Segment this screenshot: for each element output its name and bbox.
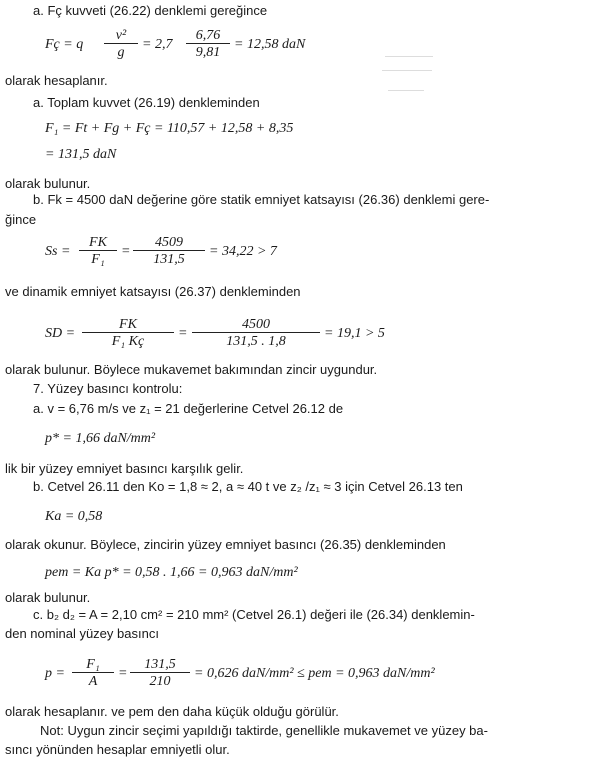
numerator: 6,76: [195, 28, 221, 43]
denominator: 131,5 . 1,8: [192, 332, 320, 349]
text-line: olarak bulunur.: [5, 176, 91, 191]
text-line: lik bir yüzey emniyet basıncı karşılık gelir.: [5, 461, 244, 476]
denominator: g: [104, 43, 138, 60]
text-line: olarak okunur. Böylece, zincirin yüzey emniyet basıncı (26.35) denkleminden: [5, 537, 446, 552]
fraction-fk-over-f1kc: [82, 317, 174, 349]
denominator: F₁ Kç: [82, 332, 174, 349]
text-line: ve dinamik emniyet katsayısı (26.37) denkleminden: [5, 284, 301, 299]
equation-p-lhs: p =: [45, 666, 65, 681]
note-line: Not: Uygun zincir seçimi yapıldığı taktirde, genellikle mukavemet ve yüzey ba-: [40, 723, 488, 738]
fraction-4500-over-product: [192, 317, 320, 349]
numerator: FK: [119, 317, 137, 332]
equation-ka: Ka = 0,58: [45, 509, 103, 524]
denominator: 210: [130, 672, 190, 689]
numerator: v²: [115, 28, 127, 43]
equation-sd-lhs: SD =: [45, 326, 76, 341]
denominator: 9,81: [186, 43, 230, 60]
equals-sign: =: [121, 244, 131, 259]
equation-p-star: p* = 1,66 daN/mm²: [45, 431, 156, 446]
text-line: olarak hesaplanır. ve pem den daha küçük olduğu görülür.: [5, 704, 339, 719]
numerator: 4500: [242, 317, 270, 332]
fraction-1315-over-210: [130, 657, 190, 689]
text-line: olarak bulunur. Böylece mukavemet bakımından zincir uygundur.: [5, 362, 378, 377]
text-line: a. v = 6,76 m/s ve z₁ = 21 değerlerine Cetvel 26.12 de: [33, 401, 344, 416]
fraction-fk-over-f1: [79, 235, 117, 267]
text-line: b. Fk = 4500 daN değerine göre statik emniyet katsayısı (26.36) denklemi gere-: [33, 192, 490, 207]
text-line: c. b₂ d₂ = A = 2,10 cm² = 210 mm² (Cetvel 26.1) değeri ile (26.34) denklemin-: [33, 607, 475, 622]
numerator: F₁: [86, 657, 100, 672]
section-heading-fc: a. Fç kuvveti (26.22) denklemi gereğince: [33, 3, 268, 18]
equation-ss-result: = 34,22 > 7: [209, 244, 277, 259]
fraction-4509-over-1315: [133, 235, 205, 267]
fraction-676-over-981: [186, 28, 230, 60]
note-line: sıncı yönünden hesaplar emniyetli olur.: [5, 742, 230, 757]
equation-total-force-result: = 131,5 daN: [45, 147, 117, 162]
numerator: FK: [89, 235, 107, 250]
numerator: 131,5: [144, 657, 176, 672]
denominator: 131,5: [133, 250, 205, 267]
equation-fc-result: = 12,58 daN: [234, 37, 306, 52]
section-heading-total-force: a. Toplam kuvvet (26.19) denkleminden: [33, 95, 260, 110]
denominator: A: [72, 672, 114, 689]
text-line: den nominal yüzey basıncı: [5, 626, 159, 641]
equation-pem: pem = Ka p* = 0,58 . 1,66 = 0,963 daN/mm²: [45, 565, 298, 580]
equals-sign: =: [118, 666, 128, 681]
section-heading-surface-pressure: 7. Yüzey basıncı kontrolu:: [33, 381, 183, 396]
fraction-f1-over-a: [72, 657, 114, 689]
equation-fc-lhs: Fç = q: [45, 37, 84, 52]
text-line: olarak hesaplanır.: [5, 73, 108, 88]
faint-mark: [388, 90, 424, 91]
fraction-v2-over-g: [104, 28, 138, 60]
text-line: b. Cetvel 26.11 den Ko = 1,8 ≈ 2, a ≈ 40 t ve z₂ /z₁ ≈ 3 için Cetvel 26.13 ten: [33, 479, 463, 494]
text-line: olarak bulunur.: [5, 590, 91, 605]
equals-sign: =: [178, 326, 188, 341]
equation-total-force: F₁ = Ft + Fg + Fç = 110,57 + 12,58 + 8,35: [45, 121, 294, 136]
faint-mark: [382, 70, 432, 71]
faint-mark: [385, 56, 433, 57]
text-line: ğince: [5, 212, 37, 227]
numerator: 4509: [155, 235, 183, 250]
equation-ss-lhs: Ss =: [45, 244, 71, 259]
denominator: F₁: [79, 250, 117, 267]
equation-sd-result: = 19,1 > 5: [324, 326, 385, 341]
equation-fc-mid: = 2,7: [142, 37, 173, 52]
equation-p-result: = 0,626 daN/mm² ≤ pem = 0,963 daN/mm²: [194, 666, 435, 681]
